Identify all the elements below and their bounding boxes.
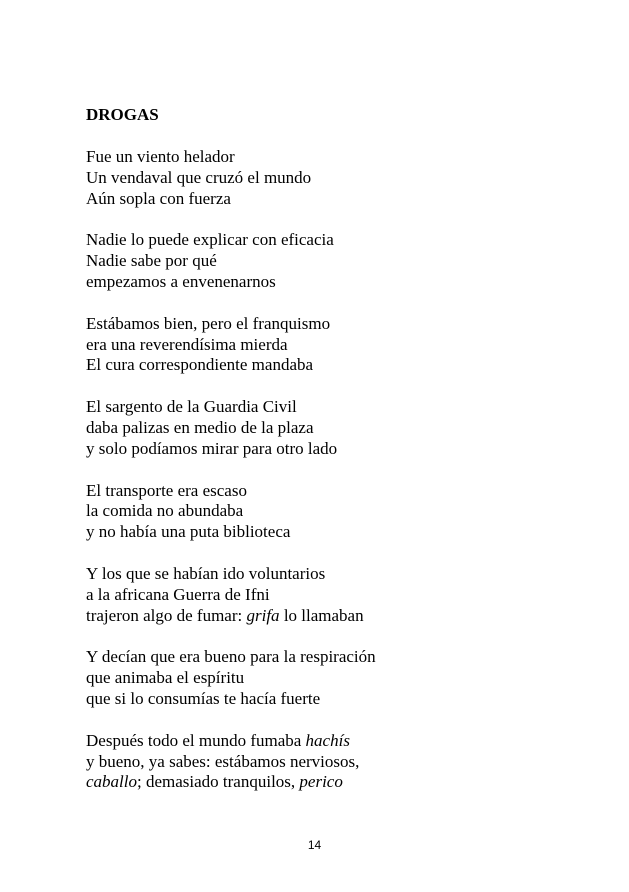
poem-line	[86, 335, 606, 356]
line-text: era una reverendísima mierda	[86, 334, 288, 354]
line-text: Después todo el mundo fumaba	[86, 730, 306, 750]
line-text: daba palizas en medio de la plaza	[86, 417, 314, 437]
line-text: Nadie lo puede explicar con eficacia	[86, 230, 334, 250]
line-text: y bueno, ya sabes: estábamos nerviosos,	[86, 751, 360, 771]
line-text: Y decían que era bueno para la respiración	[86, 647, 376, 667]
poem-line	[86, 752, 606, 773]
poem-body	[86, 147, 606, 793]
line-text: y solo podíamos mirar para otro lado	[86, 438, 338, 458]
poem-line	[86, 355, 606, 376]
page-number: 14	[307, 838, 322, 852]
line-text: Aún sopla con fuerza	[86, 188, 231, 208]
line-text: trajeron algo de fumar:	[86, 605, 247, 625]
line-text: empezamos a envenenarnos	[86, 271, 276, 291]
poem-line	[86, 397, 606, 418]
stanza	[86, 564, 606, 626]
poem-line	[86, 522, 606, 543]
poem-line	[86, 689, 606, 710]
stanza	[86, 481, 606, 543]
line-text: que si lo consumías te hacía fuerte	[86, 688, 321, 708]
stanza	[86, 647, 606, 709]
poem-line	[86, 501, 606, 522]
poem-line	[86, 606, 606, 627]
line-text: ; demasiado tranquilos,	[137, 772, 300, 792]
line-text: y no había una puta biblioteca	[86, 522, 291, 542]
poem-line	[86, 189, 606, 210]
line-text: Un vendaval que cruzó el mundo	[86, 167, 312, 187]
line-text: Y los que se habían ido voluntarios	[86, 563, 326, 583]
poem-line	[86, 668, 606, 689]
italic-word: perico	[299, 772, 343, 792]
line-text: que animaba el espíritu	[86, 668, 245, 688]
poem-line	[86, 251, 606, 272]
line-text: Nadie sabe por qué	[86, 251, 217, 271]
line-text: El transporte era escaso	[86, 480, 247, 500]
poem-line	[86, 585, 606, 606]
poem-line	[86, 314, 606, 335]
poem-line	[86, 439, 606, 460]
line-text: El cura correspondiente mandaba	[86, 355, 314, 375]
line-text: Estábamos bien, pero el franquismo	[86, 313, 331, 333]
poem-line	[86, 168, 606, 189]
poem-title: DROGAS	[86, 105, 159, 124]
line-text: la comida no abundaba	[86, 501, 244, 521]
poem-line	[86, 272, 606, 293]
line-text: Fue un viento helador	[86, 147, 235, 166]
italic-word: caballo	[86, 772, 137, 792]
line-text: lo llamaban	[279, 605, 364, 625]
stanza	[86, 230, 606, 292]
poem-line	[86, 418, 606, 439]
poem-line	[86, 147, 606, 168]
italic-word: grifa	[246, 605, 280, 625]
stanza	[86, 397, 606, 459]
stanza	[86, 731, 606, 793]
poem-line	[86, 731, 606, 752]
stanza	[86, 314, 606, 376]
poem-line	[86, 647, 606, 668]
line-text: a la africana Guerra de Ifni	[86, 584, 270, 604]
poem-line	[86, 772, 606, 793]
poem	[86, 105, 606, 814]
stanza	[86, 147, 606, 209]
poem-line	[86, 481, 606, 502]
poem-line	[86, 564, 606, 585]
poem-line	[86, 230, 606, 251]
line-text: El sargento de la Guardia Civil	[86, 397, 297, 417]
italic-word: hachís	[305, 730, 350, 750]
